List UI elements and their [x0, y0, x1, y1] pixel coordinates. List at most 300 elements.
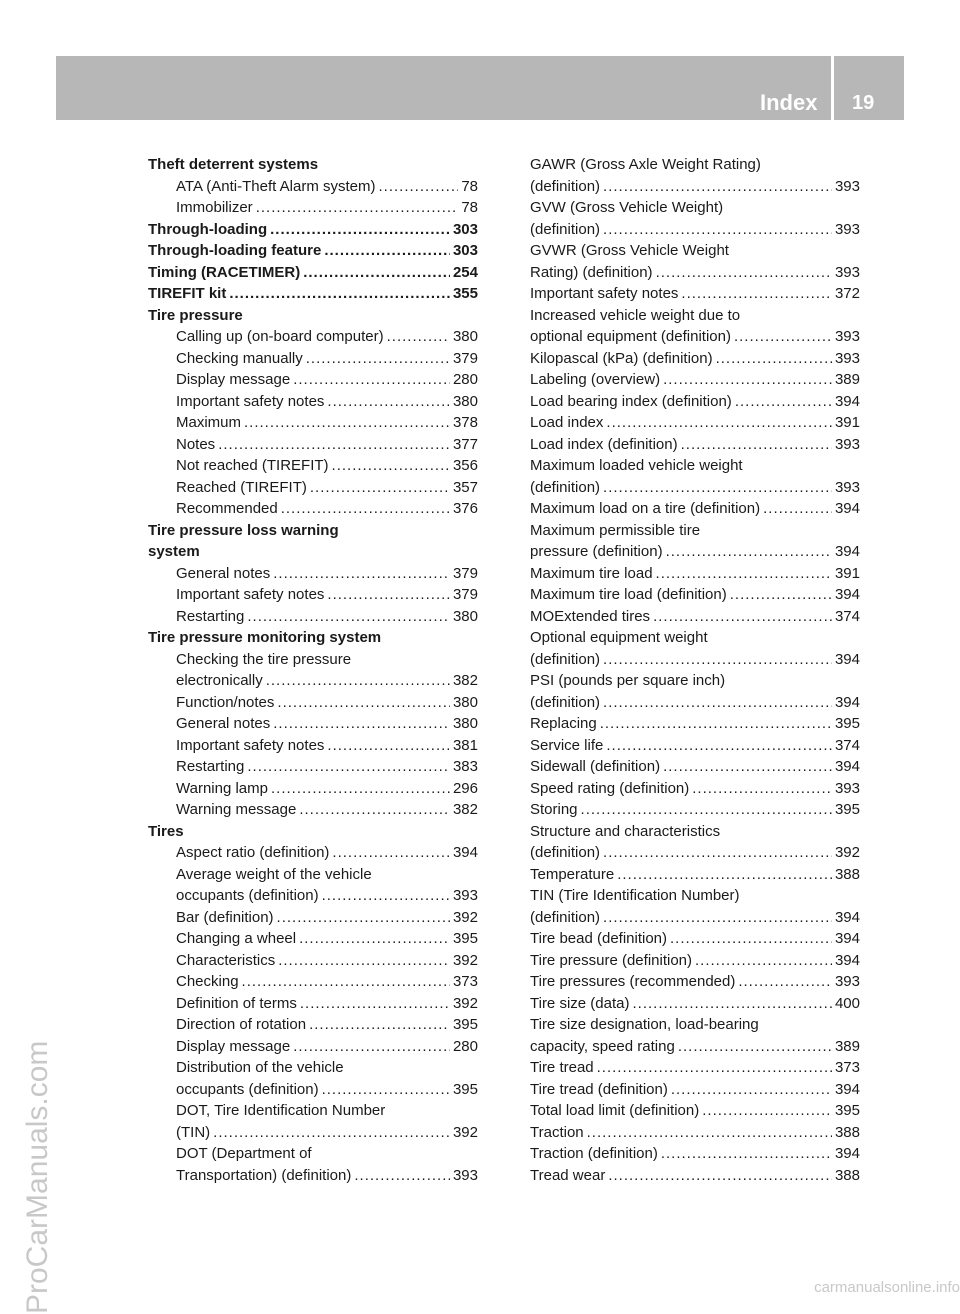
index-entry-text: Important safety notes	[176, 586, 325, 603]
dot-leader	[273, 713, 450, 735]
index-entry-text: Maximum tire load	[530, 564, 653, 582]
index-entry	[148, 369, 478, 391]
index-entry	[530, 584, 860, 606]
index-entry-page: 394	[834, 500, 860, 517]
index-entry	[148, 520, 478, 542]
index-entry	[148, 541, 478, 563]
index-entry-text: General notes	[176, 564, 271, 582]
dot-leader	[678, 1036, 832, 1058]
index-entry-text: Tire tread	[530, 1059, 594, 1076]
dot-leader	[656, 563, 832, 585]
index-entry-page: 400	[834, 994, 860, 1012]
index-entry-text: Restarting	[176, 758, 245, 775]
dot-leader	[281, 498, 450, 520]
dot-leader	[692, 778, 832, 800]
index-entry-text: Kilopascal (kPa) (definition)	[530, 349, 713, 367]
index-entry-text: TIREFIT kit	[148, 285, 227, 302]
index-entry-page: 383	[452, 758, 478, 775]
index-entry	[148, 219, 478, 241]
dot-leader	[218, 434, 450, 456]
index-entry	[530, 735, 860, 757]
dot-leader	[332, 455, 450, 477]
index-entry-page: 376	[452, 500, 478, 517]
index-entry-text: Structure and characteristics	[530, 822, 721, 840]
index-entry	[530, 1165, 860, 1187]
index-entry-text: Aspect ratio (definition)	[176, 844, 330, 861]
index-entry	[148, 735, 478, 757]
dot-leader	[603, 477, 832, 499]
index-entry-text: Checking	[176, 973, 239, 990]
dot-leader	[716, 348, 832, 370]
index-entry	[148, 821, 478, 843]
index-entry-text: Maximum permissible tire	[530, 521, 701, 539]
index-entry-text: Bar (definition)	[176, 908, 274, 926]
index-entry	[148, 240, 478, 262]
index-entry-text: GAWR (Gross Axle Weight Rating)	[530, 156, 761, 173]
index-entry-text: DOT (Department of	[176, 1145, 312, 1162]
index-entry-page: 392	[452, 1123, 478, 1141]
index-entry	[148, 412, 478, 434]
index-entry-text: (TIN)	[176, 1123, 211, 1141]
index-entry-text: Checking manually	[176, 349, 303, 367]
index-entry	[148, 305, 478, 327]
index-entry-page: 392	[452, 994, 478, 1012]
index-entry-page: 393	[834, 177, 860, 195]
index-entry	[530, 971, 860, 993]
index-entry-text: PSI (pounds per square inch)	[530, 672, 726, 689]
index-entry-text: Important safety notes	[530, 285, 679, 302]
dot-leader	[266, 670, 450, 692]
index-entry	[148, 176, 478, 198]
index-entry-text: Traction (definition)	[530, 1145, 658, 1162]
index-entry	[148, 713, 478, 735]
index-entry-page: 356	[452, 457, 478, 474]
index-entry-page: 280	[452, 1037, 478, 1055]
index-entry	[530, 627, 860, 649]
dot-leader	[603, 842, 832, 864]
index-entry-text: (definition)	[530, 908, 601, 926]
dot-leader	[663, 369, 832, 391]
index-entry-page: 372	[834, 285, 860, 302]
index-entry	[148, 477, 478, 499]
page-number: 19	[852, 92, 875, 114]
index-entry-page: 394	[834, 650, 860, 668]
index-entry-page: 388	[834, 1166, 860, 1184]
index-entry-text: Labeling (overview)	[530, 371, 661, 388]
index-entry	[148, 627, 478, 649]
index-entry-page: 388	[834, 865, 860, 883]
index-entry-text: Timing (RACETIMER)	[148, 263, 301, 281]
dot-leader	[661, 1143, 832, 1165]
dot-leader	[681, 283, 832, 305]
index-entry-page: 78	[461, 177, 478, 195]
index-entry	[148, 326, 478, 348]
index-entry	[530, 541, 860, 563]
index-entry-page: 373	[834, 1059, 860, 1076]
index-entry-text: Theft deterrent systems	[148, 156, 319, 173]
index-entry	[530, 842, 860, 864]
index-entry-text: Display message	[176, 371, 291, 388]
dot-leader	[606, 412, 832, 434]
index-entry	[530, 305, 860, 327]
index-entry	[530, 1057, 860, 1079]
index-entry	[148, 649, 478, 671]
dot-leader	[378, 176, 458, 198]
index-entry	[530, 713, 860, 735]
index-entry	[530, 606, 860, 628]
dot-leader	[632, 993, 831, 1015]
dot-leader	[587, 1122, 832, 1144]
index-entry-text: Function/notes	[176, 693, 275, 711]
index-entry	[530, 326, 860, 348]
index-entry-text: General notes	[176, 715, 271, 732]
index-entry	[148, 907, 478, 929]
index-entry	[530, 498, 860, 520]
index-column-left	[148, 154, 478, 1186]
index-entry-text: Maximum tire load (definition)	[530, 586, 727, 603]
index-entry-page: 382	[452, 801, 478, 818]
index-entry-page: 394	[834, 758, 860, 775]
index-entry-page: 280	[452, 371, 478, 388]
index-entry	[148, 756, 478, 778]
dot-leader	[293, 1036, 450, 1058]
index-entry-text: Important safety notes	[176, 392, 325, 410]
index-entry-text: electronically	[176, 672, 263, 689]
index-entry-text: Warning lamp	[176, 779, 268, 797]
index-entry	[148, 670, 478, 692]
index-entry-page: 394	[452, 844, 478, 861]
index-entry	[530, 176, 860, 198]
dot-leader	[270, 219, 450, 241]
index-entry-text: DOT, Tire Identification Number	[176, 1102, 386, 1119]
dot-leader	[271, 778, 450, 800]
dot-leader	[354, 1165, 450, 1187]
index-entry-text: occupants (definition)	[176, 1080, 319, 1098]
index-entry-text: Maximum	[176, 414, 242, 431]
index-entry	[530, 756, 860, 778]
dot-leader	[322, 885, 450, 907]
dot-leader	[738, 971, 832, 993]
dot-leader	[603, 649, 832, 671]
index-entry	[530, 649, 860, 671]
dot-leader	[702, 1100, 832, 1122]
index-entry	[148, 348, 478, 370]
index-entry-page: 393	[834, 263, 860, 281]
dot-leader	[213, 1122, 450, 1144]
index-entry-page: 395	[452, 1080, 478, 1098]
index-entry-page: 393	[834, 328, 860, 345]
index-entry-text: Restarting	[176, 607, 245, 625]
index-entry	[148, 1165, 478, 1187]
index-entry-page: 378	[452, 414, 478, 431]
index-entry-page: 355	[452, 285, 478, 302]
dot-leader	[229, 283, 450, 305]
dot-leader	[387, 326, 450, 348]
index-entry	[148, 692, 478, 714]
dot-leader	[247, 756, 450, 778]
dot-leader	[273, 563, 450, 585]
index-entry-text: Tire pressure (definition)	[530, 951, 693, 969]
dot-leader	[278, 950, 450, 972]
index-entry-text: Through-loading	[148, 220, 268, 238]
index-entry-page: 393	[452, 1166, 478, 1184]
index-entry-text: Definition of terms	[176, 994, 297, 1012]
dot-leader	[730, 584, 832, 606]
index-entry-text: Notes	[176, 435, 216, 453]
index-entry-text: Tire pressure	[148, 306, 243, 324]
index-entry-page: 389	[834, 371, 860, 388]
index-entry-page: 393	[834, 220, 860, 238]
index-entry-page: 394	[834, 543, 860, 560]
dot-leader	[606, 735, 832, 757]
index-entry-text: Tires	[148, 822, 184, 840]
index-entry	[148, 1122, 478, 1144]
index-entry-page: 373	[452, 973, 478, 990]
index-entry-text: Immobilizer	[176, 199, 253, 216]
header-divider	[831, 56, 834, 120]
dot-leader	[663, 756, 832, 778]
index-entry-text: Temperature	[530, 865, 615, 883]
dot-leader	[324, 240, 450, 262]
index-entry-page: 393	[834, 973, 860, 990]
index-entry	[530, 864, 860, 886]
dot-leader	[600, 713, 832, 735]
index-entry	[530, 520, 860, 542]
index-entry	[148, 928, 478, 950]
dot-leader	[299, 799, 450, 821]
index-entry-text: Reached (TIREFIT)	[176, 478, 307, 496]
index-entry	[148, 283, 478, 305]
section-title: Index	[760, 90, 818, 115]
dot-leader	[256, 197, 459, 219]
index-entry-page: 377	[452, 435, 478, 453]
dot-leader	[603, 692, 832, 714]
index-entry	[148, 1143, 478, 1165]
index-entry	[148, 1036, 478, 1058]
index-entry-text: Sidewall (definition)	[530, 758, 661, 775]
index-entry	[530, 993, 860, 1015]
index-entry-page: 379	[452, 349, 478, 367]
index-entry	[148, 885, 478, 907]
index-entry	[148, 563, 478, 585]
index-entry-text: Tire bead (definition)	[530, 930, 668, 947]
index-entry-text: (definition)	[530, 693, 601, 711]
index-entry-text: Recommended	[176, 500, 278, 517]
index-entry-text: Tire pressure monitoring system	[148, 629, 382, 646]
index-entry-page: 380	[452, 607, 478, 625]
index-entry-text: Load bearing index (definition)	[530, 392, 732, 410]
index-entry-page: 395	[452, 1016, 478, 1033]
index-entry	[530, 369, 860, 391]
dot-leader	[666, 541, 832, 563]
index-entry-text: optional equipment (definition)	[530, 328, 731, 345]
index-entry	[148, 606, 478, 628]
dot-leader	[735, 391, 832, 413]
index-entry-page: 392	[834, 844, 860, 861]
dot-leader	[617, 864, 832, 886]
index-entry-page: 380	[452, 328, 478, 345]
index-entry-text: Transportation) (definition)	[176, 1166, 352, 1184]
index-entry-text: Distribution of the vehicle	[176, 1059, 344, 1076]
index-entry	[148, 1079, 478, 1101]
index-entry	[530, 928, 860, 950]
index-entry-text: Tire tread (definition)	[530, 1080, 668, 1098]
index-entry-text: (definition)	[530, 478, 601, 496]
dot-leader	[322, 1079, 450, 1101]
dot-leader	[670, 928, 832, 950]
index-entry-page: 394	[834, 586, 860, 603]
index-entry	[530, 1014, 860, 1036]
index-entry-text: Tread wear	[530, 1166, 606, 1184]
dot-leader	[603, 176, 832, 198]
index-entry-text: Tire pressures (recommended)	[530, 973, 736, 990]
index-entry-text: Total load limit (definition)	[530, 1102, 700, 1119]
dot-leader	[656, 262, 832, 284]
index-entry-page: 394	[834, 392, 860, 410]
index-entry-page: 254	[452, 263, 478, 281]
dot-leader	[309, 1014, 450, 1036]
index-entry	[530, 692, 860, 714]
index-entry-text: (definition)	[530, 650, 601, 668]
dot-leader	[300, 993, 450, 1015]
index-entry	[148, 993, 478, 1015]
index-entry-text: Service life	[530, 736, 604, 754]
index-entry	[530, 240, 860, 262]
index-entry	[148, 262, 478, 284]
index-entry-page: 380	[452, 693, 478, 711]
index-entry-text: pressure (definition)	[530, 543, 663, 560]
index-entry	[530, 477, 860, 499]
index-entry-text: Calling up (on-board computer)	[176, 328, 384, 345]
index-entry-page: 379	[452, 586, 478, 603]
index-entry-text: Not reached (TIREFIT)	[176, 457, 329, 474]
dot-leader	[303, 262, 450, 284]
index-entry	[530, 563, 860, 585]
index-entry-page: 296	[452, 779, 478, 797]
index-entry-text: capacity, speed rating	[530, 1037, 675, 1055]
index-entry	[148, 197, 478, 219]
index-entry	[530, 434, 860, 456]
index-entry-page: 393	[834, 478, 860, 496]
dot-leader	[327, 584, 450, 606]
dot-leader	[608, 1165, 832, 1187]
dot-leader	[603, 907, 832, 929]
index-entry	[530, 799, 860, 821]
index-entry-text: Speed rating (definition)	[530, 779, 690, 797]
index-entry-text: Load index	[530, 414, 604, 431]
dot-leader	[603, 219, 832, 241]
index-entry	[530, 197, 860, 219]
index-entry-text: Rating) (definition)	[530, 263, 653, 281]
index-entry	[530, 778, 860, 800]
index-entry	[148, 154, 478, 176]
dot-leader	[332, 842, 450, 864]
side-watermark: ProCarManuals.com	[21, 1040, 54, 1314]
dot-leader	[277, 907, 450, 929]
index-entry-text: Load index (definition)	[530, 435, 678, 453]
dot-leader	[293, 369, 450, 391]
index-entry-text: Maximum load on a tire (definition)	[530, 500, 761, 517]
index-entry-page: 394	[834, 951, 860, 969]
index-entry-page: 393	[834, 435, 860, 453]
index-entry	[530, 1122, 860, 1144]
dot-leader	[244, 412, 450, 434]
index-entry-text: Display message	[176, 1037, 291, 1055]
index-entry	[530, 885, 860, 907]
dot-leader	[247, 606, 450, 628]
index-entry-page: 392	[452, 908, 478, 926]
index-entry-text: Maximum loaded vehicle weight	[530, 457, 743, 474]
index-entry	[530, 154, 860, 176]
dot-leader	[310, 477, 450, 499]
index-entry-page: 393	[834, 779, 860, 797]
dot-leader	[695, 950, 832, 972]
index-entry-text: GVWR (Gross Vehicle Weight	[530, 242, 729, 259]
index-entry	[530, 907, 860, 929]
index-entry-page: 303	[452, 220, 478, 238]
index-entry-page: 394	[834, 930, 860, 947]
index-entry-page: 303	[452, 242, 478, 259]
index-entry-text: Tire size (data)	[530, 994, 630, 1012]
index-entry	[148, 1057, 478, 1079]
index-entry-text: (definition)	[530, 844, 601, 861]
index-entry	[148, 1100, 478, 1122]
index-entry-text: Direction of rotation	[176, 1016, 307, 1033]
index-entry-page: 395	[834, 1102, 860, 1119]
index-entry	[148, 434, 478, 456]
index-entry	[530, 219, 860, 241]
index-entry	[148, 971, 478, 993]
index-entry-page: 379	[452, 564, 478, 582]
dot-leader	[242, 971, 450, 993]
index-entry-text: Tire size designation, load-bearing	[530, 1016, 759, 1033]
dot-leader	[763, 498, 832, 520]
index-entry-page: 374	[834, 607, 860, 625]
index-entry	[148, 864, 478, 886]
index-entry-page: 374	[834, 736, 860, 754]
index-entry-text: (definition)	[530, 220, 601, 238]
index-entry	[530, 1079, 860, 1101]
index-entry-text: Storing	[530, 801, 578, 818]
dot-leader	[306, 348, 450, 370]
dot-leader	[597, 1057, 832, 1079]
index-entry-text: Warning message	[176, 801, 297, 818]
index-entry-text: Increased vehicle weight due to	[530, 306, 741, 324]
index-entry-page: 392	[452, 951, 478, 969]
index-entry-page: 380	[452, 392, 478, 410]
index-entry	[530, 1143, 860, 1165]
dot-leader	[581, 799, 832, 821]
index-entry-text: ATA (Anti-Theft Alarm system)	[176, 177, 376, 195]
dot-leader	[681, 434, 832, 456]
index-entry	[148, 799, 478, 821]
index-entry	[530, 283, 860, 305]
index-entry	[530, 412, 860, 434]
index-column-right	[530, 154, 860, 1186]
bottom-watermark: carmanualsonline.info	[814, 1279, 960, 1296]
index-entry-page: 393	[834, 349, 860, 367]
index-entry-text: Traction	[530, 1123, 584, 1141]
dot-leader	[671, 1079, 832, 1101]
index-entry-text: (definition)	[530, 177, 601, 195]
index-entry	[530, 1036, 860, 1058]
index-entry-page: 395	[452, 930, 478, 947]
index-entry-text: Replacing	[530, 715, 597, 732]
dot-leader	[653, 606, 832, 628]
index-entry	[530, 821, 860, 843]
index-entry-page: 391	[834, 564, 860, 582]
index-entry	[148, 498, 478, 520]
